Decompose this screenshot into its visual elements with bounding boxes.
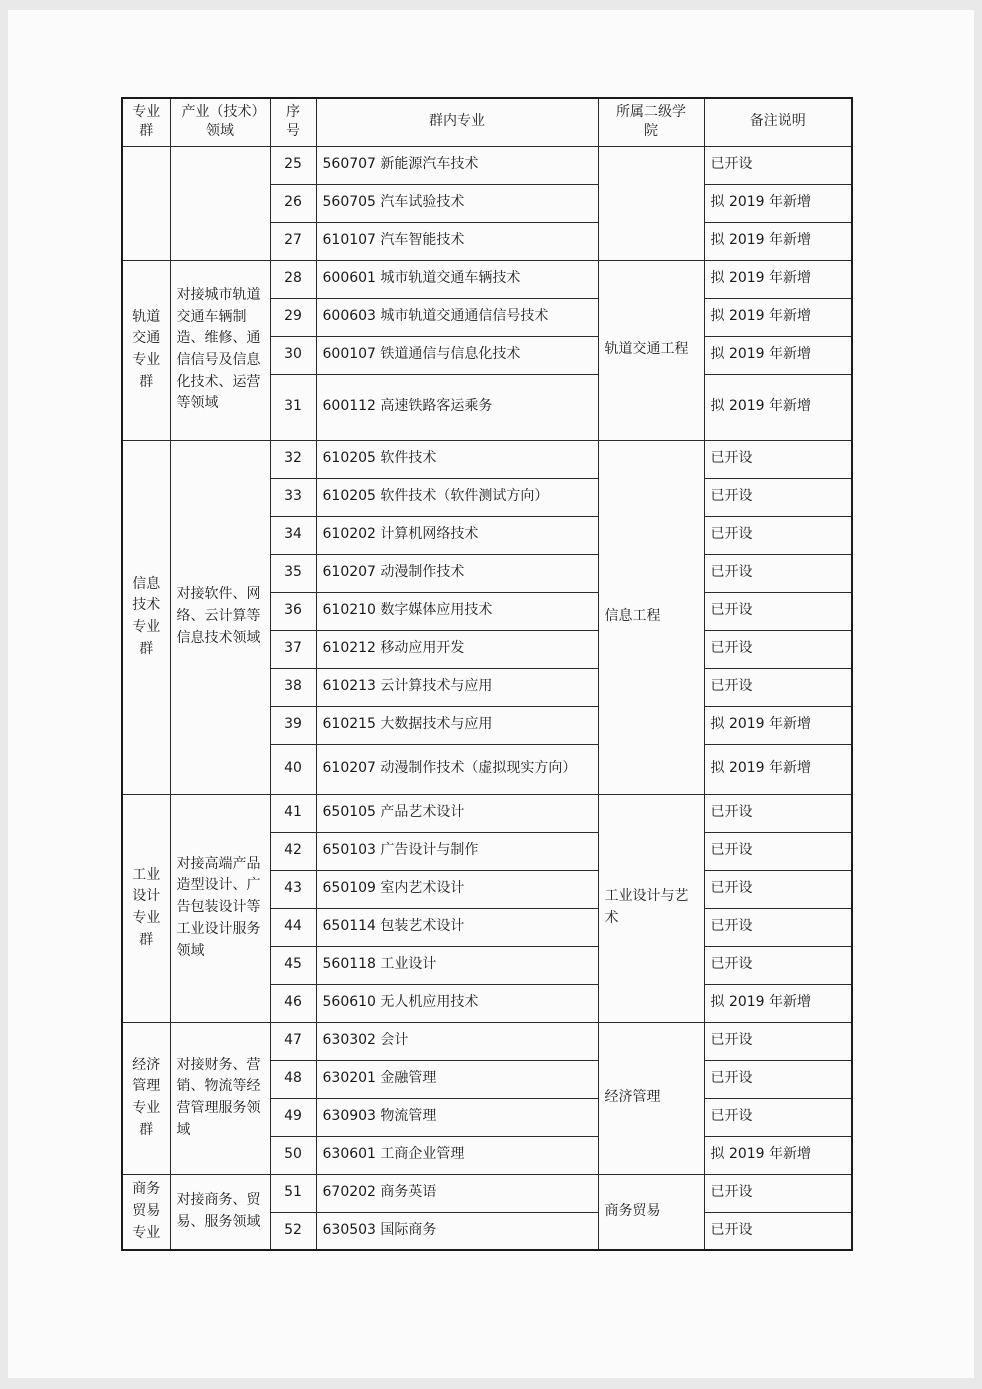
field-cell: 对接高端产品造型设计、广告包装设计等工业设计服务领域 — [170, 794, 270, 1022]
row-number: 31 — [270, 374, 316, 440]
college-cell: 商务贸易 — [598, 1174, 704, 1250]
row-number: 29 — [270, 298, 316, 336]
row-number: 37 — [270, 630, 316, 668]
major-cell: 560707 新能源汽车技术 — [316, 146, 598, 184]
major-cell: 650114 包装艺术设计 — [316, 908, 598, 946]
row-number: 25 — [270, 146, 316, 184]
row-number: 46 — [270, 984, 316, 1022]
major-cell: 610207 动漫制作技术（虚拟现实方向） — [316, 744, 598, 794]
major-cell: 610213 云计算技术与应用 — [316, 668, 598, 706]
note-cell: 拟 2019 年新增 — [704, 374, 852, 440]
group-cell: 经济管理专业群 — [122, 1022, 170, 1174]
note-cell: 已开设 — [704, 554, 852, 592]
note-cell: 已开设 — [704, 870, 852, 908]
row-number: 49 — [270, 1098, 316, 1136]
major-cell: 560118 工业设计 — [316, 946, 598, 984]
group-cell — [122, 146, 170, 260]
major-cell: 610205 软件技术（软件测试方向） — [316, 478, 598, 516]
row-number: 30 — [270, 336, 316, 374]
table-row — [122, 440, 852, 478]
row-number: 33 — [270, 478, 316, 516]
field-cell: 对接商务、贸易、服务领域 — [170, 1174, 270, 1250]
note-cell: 已开设 — [704, 1098, 852, 1136]
header-group: 专业群 — [122, 98, 170, 146]
major-cell: 600603 城市轨道交通通信信号技术 — [316, 298, 598, 336]
note-cell: 拟 2019 年新增 — [704, 1136, 852, 1174]
note-cell: 已开设 — [704, 440, 852, 478]
note-cell: 已开设 — [704, 478, 852, 516]
note-cell: 拟 2019 年新增 — [704, 336, 852, 374]
major-cell: 610205 软件技术 — [316, 440, 598, 478]
major-cell: 650103 广告设计与制作 — [316, 832, 598, 870]
row-number: 34 — [270, 516, 316, 554]
table-row — [122, 794, 852, 832]
note-cell: 拟 2019 年新增 — [704, 706, 852, 744]
major-cell: 630903 物流管理 — [316, 1098, 598, 1136]
major-cell: 600107 铁道通信与信息化技术 — [316, 336, 598, 374]
note-cell: 拟 2019 年新增 — [704, 298, 852, 336]
note-cell: 已开设 — [704, 1212, 852, 1250]
row-number: 51 — [270, 1174, 316, 1212]
note-cell: 已开设 — [704, 146, 852, 184]
major-cell: 610212 移动应用开发 — [316, 630, 598, 668]
note-cell: 拟 2019 年新增 — [704, 260, 852, 298]
note-cell: 已开设 — [704, 668, 852, 706]
row-number: 36 — [270, 592, 316, 630]
major-cell: 610202 计算机网络技术 — [316, 516, 598, 554]
note-cell: 已开设 — [704, 1060, 852, 1098]
major-cell: 650105 产品艺术设计 — [316, 794, 598, 832]
major-cell: 630503 国际商务 — [316, 1212, 598, 1250]
row-number: 48 — [270, 1060, 316, 1098]
table-row — [122, 1022, 852, 1060]
row-number: 27 — [270, 222, 316, 260]
majors-table — [121, 97, 853, 1251]
note-cell: 拟 2019 年新增 — [704, 984, 852, 1022]
group-cell: 信息技术专业群 — [122, 440, 170, 794]
major-cell: 610207 动漫制作技术 — [316, 554, 598, 592]
major-cell: 560705 汽车试验技术 — [316, 184, 598, 222]
major-cell: 630201 金融管理 — [316, 1060, 598, 1098]
header-row — [122, 98, 852, 146]
note-cell: 已开设 — [704, 592, 852, 630]
note-cell: 已开设 — [704, 794, 852, 832]
note-cell: 拟 2019 年新增 — [704, 184, 852, 222]
college-cell: 工业设计与艺术 — [598, 794, 704, 1022]
row-number: 52 — [270, 1212, 316, 1250]
table-row — [122, 146, 852, 184]
major-cell: 610210 数字媒体应用技术 — [316, 592, 598, 630]
row-number: 26 — [270, 184, 316, 222]
table-row — [122, 1174, 852, 1212]
note-cell: 已开设 — [704, 946, 852, 984]
major-cell: 600112 高速铁路客运乘务 — [316, 374, 598, 440]
college-cell — [598, 146, 704, 260]
row-number: 43 — [270, 870, 316, 908]
major-cell: 650109 室内艺术设计 — [316, 870, 598, 908]
note-cell: 已开设 — [704, 516, 852, 554]
group-cell: 轨道交通专业群 — [122, 260, 170, 440]
group-cell: 工业设计专业群 — [122, 794, 170, 1022]
row-number: 50 — [270, 1136, 316, 1174]
major-cell: 610215 大数据技术与应用 — [316, 706, 598, 744]
row-number: 42 — [270, 832, 316, 870]
row-number: 39 — [270, 706, 316, 744]
major-cell: 670202 商务英语 — [316, 1174, 598, 1212]
note-cell: 已开设 — [704, 1174, 852, 1212]
row-number: 38 — [270, 668, 316, 706]
row-number: 40 — [270, 744, 316, 794]
table-body — [122, 146, 852, 1250]
major-cell: 630601 工商企业管理 — [316, 1136, 598, 1174]
note-cell: 已开设 — [704, 832, 852, 870]
table-row — [122, 260, 852, 298]
row-number: 45 — [270, 946, 316, 984]
field-cell — [170, 146, 270, 260]
row-number: 47 — [270, 1022, 316, 1060]
major-cell: 600601 城市轨道交通车辆技术 — [316, 260, 598, 298]
note-cell: 已开设 — [704, 1022, 852, 1060]
note-cell: 拟 2019 年新增 — [704, 222, 852, 260]
row-number: 28 — [270, 260, 316, 298]
major-cell: 560610 无人机应用技术 — [316, 984, 598, 1022]
note-cell: 已开设 — [704, 908, 852, 946]
note-cell: 已开设 — [704, 630, 852, 668]
group-cell: 商务贸易专业 — [122, 1174, 170, 1250]
header-no: 序号 — [270, 98, 316, 146]
header-major: 群内专业 — [316, 98, 598, 146]
field-cell: 对接城市轨道交通车辆制造、维修、通信信号及信息化技术、运营等领域 — [170, 260, 270, 440]
college-cell: 经济管理 — [598, 1022, 704, 1174]
header-note: 备注说明 — [704, 98, 852, 146]
note-cell: 拟 2019 年新增 — [704, 744, 852, 794]
college-cell: 信息工程 — [598, 440, 704, 794]
header-college: 所属二级学院 — [598, 98, 704, 146]
college-cell: 轨道交通工程 — [598, 260, 704, 440]
row-number: 44 — [270, 908, 316, 946]
major-cell: 630302 会计 — [316, 1022, 598, 1060]
row-number: 41 — [270, 794, 316, 832]
header-field: 产业（技术）领域 — [170, 98, 270, 146]
field-cell: 对接软件、网络、云计算等信息技术领域 — [170, 440, 270, 794]
major-cell: 610107 汽车智能技术 — [316, 222, 598, 260]
field-cell: 对接财务、营销、物流等经营管理服务领域 — [170, 1022, 270, 1174]
row-number: 32 — [270, 440, 316, 478]
row-number: 35 — [270, 554, 316, 592]
